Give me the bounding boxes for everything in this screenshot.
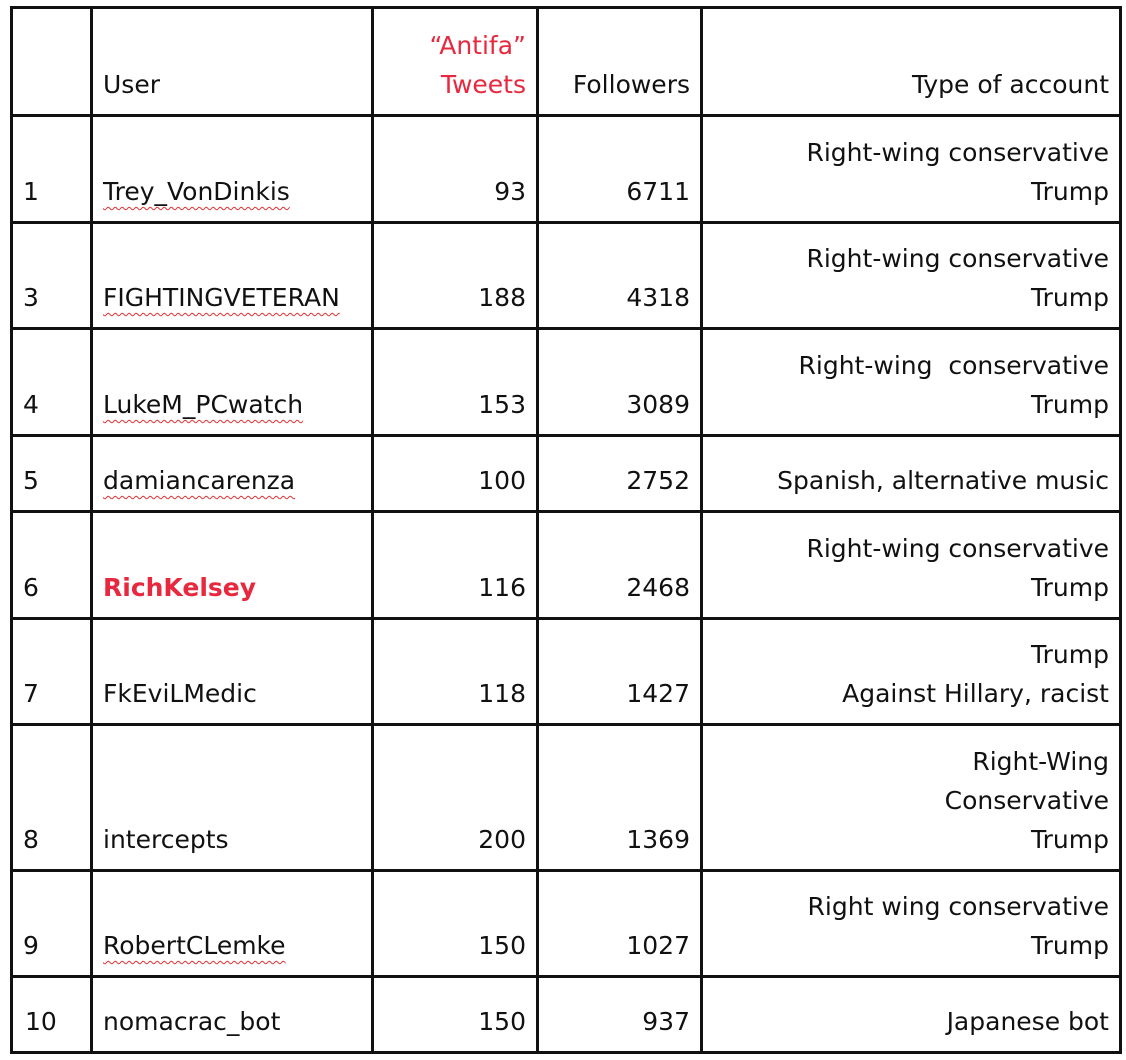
header-followers: Followers	[538, 8, 702, 116]
type-line: Right-wing conservative	[806, 138, 1109, 167]
table-row	[12, 329, 1121, 436]
type-line: Trump	[1031, 931, 1109, 960]
tweets-cell: 100	[373, 436, 538, 512]
user-cell	[92, 871, 373, 977]
followers-cell: 1369	[538, 725, 702, 871]
rank-cell: 10	[12, 977, 92, 1053]
header-antifa-label: “Antifa”	[429, 31, 526, 60]
type-line: Right-wing conservative	[806, 244, 1109, 273]
tweets-cell: 153	[373, 329, 538, 436]
user-cell	[92, 116, 373, 223]
table-row	[12, 619, 1121, 725]
type-cell	[702, 329, 1121, 436]
tweets-cell: 116	[373, 512, 538, 619]
type-line: Against Hillary, racist	[842, 679, 1109, 708]
followers-cell: 1427	[538, 619, 702, 725]
type-cell	[702, 436, 1121, 512]
rank-cell: 9	[12, 871, 92, 977]
type-line: Japanese bot	[946, 1007, 1109, 1036]
type-line: Right wing conservative	[807, 892, 1109, 921]
tweets-cell: 188	[373, 223, 538, 329]
tweets-cell: 150	[373, 871, 538, 977]
tweets-cell: 93	[373, 116, 538, 223]
user-cell	[92, 725, 373, 871]
user-cell	[92, 977, 373, 1053]
type-line: Trump	[1031, 390, 1109, 419]
table-row	[12, 223, 1121, 329]
type-cell	[702, 977, 1121, 1053]
user-name: nomacrac_bot	[103, 1007, 281, 1036]
table-row	[12, 116, 1121, 223]
type-line: Trump	[1031, 640, 1109, 669]
type-cell	[702, 725, 1121, 871]
header-rank	[12, 8, 92, 116]
accounts-table	[10, 6, 1122, 1054]
rank-cell: 4	[12, 329, 92, 436]
user-name: FIGHTINGVETERAN	[103, 283, 340, 312]
table-row	[12, 871, 1121, 977]
header-antifa-tweets	[373, 8, 538, 116]
type-line: Trump	[1031, 825, 1109, 854]
rank-cell: 7	[12, 619, 92, 725]
user-name-highlighted: RichKelsey	[103, 573, 257, 602]
type-cell	[702, 619, 1121, 725]
type-cell	[702, 116, 1121, 223]
followers-cell: 1027	[538, 871, 702, 977]
header-tweets-label: Tweets	[440, 70, 526, 99]
type-line: Trump	[1031, 573, 1109, 602]
table-row	[12, 436, 1121, 512]
user-cell	[92, 619, 373, 725]
type-line: Conservative	[944, 786, 1109, 815]
user-cell	[92, 436, 373, 512]
user-name: intercepts	[103, 825, 229, 854]
followers-cell: 2752	[538, 436, 702, 512]
type-cell	[702, 512, 1121, 619]
rank-cell: 6	[12, 512, 92, 619]
rank-cell: 8	[12, 725, 92, 871]
header-row	[12, 8, 1121, 116]
table-row	[12, 512, 1121, 619]
type-line: Trump	[1031, 283, 1109, 312]
type-line: Spanish, alternative music	[777, 466, 1109, 495]
header-user: User	[92, 8, 373, 116]
tweets-cell: 150	[373, 977, 538, 1053]
followers-cell: 937	[538, 977, 702, 1053]
header-type-of-account: Type of account	[702, 8, 1121, 116]
rank-cell: 5	[12, 436, 92, 512]
rank-cell: 1	[12, 116, 92, 223]
type-cell	[702, 223, 1121, 329]
followers-cell: 3089	[538, 329, 702, 436]
followers-cell: 4318	[538, 223, 702, 329]
type-line: Right-wing conservative	[806, 534, 1109, 563]
rank-cell: 3	[12, 223, 92, 329]
table-row	[12, 977, 1121, 1053]
followers-cell: 6711	[538, 116, 702, 223]
user-name: Trey_VonDinkis	[103, 177, 290, 206]
user-cell	[92, 512, 373, 619]
user-cell	[92, 223, 373, 329]
type-cell	[702, 871, 1121, 977]
type-line: Right-wing conservative	[798, 351, 1109, 380]
tweets-cell: 118	[373, 619, 538, 725]
type-line: Right-Wing	[972, 747, 1109, 776]
followers-cell: 2468	[538, 512, 702, 619]
table-row	[12, 725, 1121, 871]
user-name: RobertCLemke	[103, 931, 286, 960]
user-cell	[92, 329, 373, 436]
user-name: FkEviLMedic	[103, 679, 257, 708]
tweets-cell: 200	[373, 725, 538, 871]
user-name: LukeM_PCwatch	[103, 390, 304, 419]
type-line: Trump	[1031, 177, 1109, 206]
user-name: damiancarenza	[103, 466, 296, 495]
